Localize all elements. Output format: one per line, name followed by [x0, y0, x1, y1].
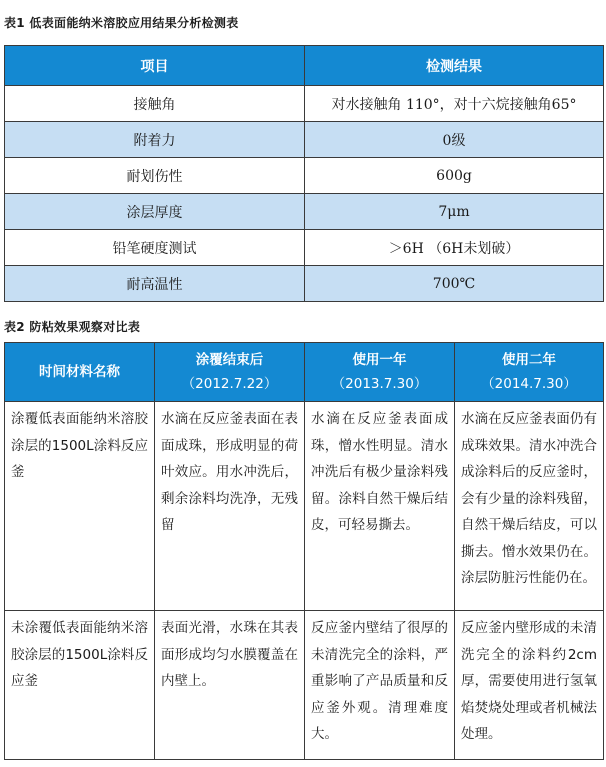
header-result: 检测结果	[305, 46, 604, 86]
test-results-table	[4, 45, 604, 302]
table2-header-row	[5, 343, 604, 402]
item-cell: 铅笔硬度测试	[5, 230, 305, 266]
result-cell: ＞6H （6H未划破）	[305, 230, 604, 266]
material-cell: 未涂覆低表面能纳米溶胶涂层的1500L涂料反应釜	[5, 611, 155, 760]
result-cell: 600g	[305, 158, 604, 194]
material-cell: 涂覆低表面能纳米溶胶涂层的1500L涂料反应釜	[5, 402, 155, 611]
header-item: 项目	[5, 46, 305, 86]
header-year-one	[305, 343, 455, 402]
year-two-cell: 反应釜内壁形成的未清洗完全的涂料约2cm厚，需要使用进行氢氧焰焚烧处理或者机械法处理。	[455, 611, 604, 760]
item-cell: 耐高温性	[5, 266, 305, 302]
table-row	[5, 230, 604, 266]
item-cell: 附着力	[5, 122, 305, 158]
header-date: （2014.7.30）	[481, 376, 577, 392]
table2-caption: 表2 防粘效果观察对比表	[4, 320, 141, 334]
table-row	[5, 86, 604, 122]
table-row	[5, 402, 604, 611]
year-one-cell: 水滴在反应釜表面成珠，憎水性明显。清水冲洗后有极少量涂料残留。涂料自然干燥后结皮，可轻易撕去。	[305, 402, 455, 611]
header-title: 使用二年	[502, 352, 556, 368]
result-cell: 对水接触角 110°，对十六烷接触角65°	[305, 86, 604, 122]
item-cell: 涂层厚度	[5, 194, 305, 230]
header-year-two	[455, 343, 604, 402]
header-date: （2012.7.22）	[181, 376, 278, 392]
table1-caption: 表1 低表面能纳米溶胶应用结果分析检测表	[4, 16, 239, 30]
table-row	[5, 122, 604, 158]
table1-header-row	[5, 46, 604, 86]
header-after-coating	[155, 343, 305, 402]
header-title: 使用一年	[352, 352, 407, 368]
result-cell: 7μm	[305, 194, 604, 230]
year-one-cell: 反应釜内壁结了很厚的未清洗完全的涂料，严重影响了产品质量和反应釜外观。清理难度大。	[305, 611, 455, 760]
table-row	[5, 266, 604, 302]
item-cell: 接触角	[5, 86, 305, 122]
anti-stick-comparison-table	[4, 342, 604, 760]
header-title: 涂覆结束后	[195, 352, 264, 368]
item-cell: 耐划伤性	[5, 158, 305, 194]
result-cell: 700℃	[305, 266, 604, 302]
header-date: （2013.7.30）	[331, 376, 428, 392]
table-row	[5, 194, 604, 230]
table-row	[5, 611, 604, 760]
table-row	[5, 158, 604, 194]
after-coating-cell: 表面光滑，水珠在其表面形成均匀水膜覆盖在内壁上。	[155, 611, 305, 760]
header-material	[5, 343, 155, 402]
year-two-cell: 水滴在反应釜表面仍有成珠效果。清水冲洗合成涂料后的反应釜时，会有少量的涂料残留，自然干燥后结皮，可以撕去。憎水效果仍在。涂层防脏污性能仍在。	[455, 402, 604, 611]
header-title: 时间材料名称	[39, 364, 120, 380]
result-cell: 0级	[305, 122, 604, 158]
after-coating-cell: 水滴在反应釜表面在表面成珠，形成明显的荷叶效应。用水冲洗后，剩余涂料均洗净，无残留	[155, 402, 305, 611]
